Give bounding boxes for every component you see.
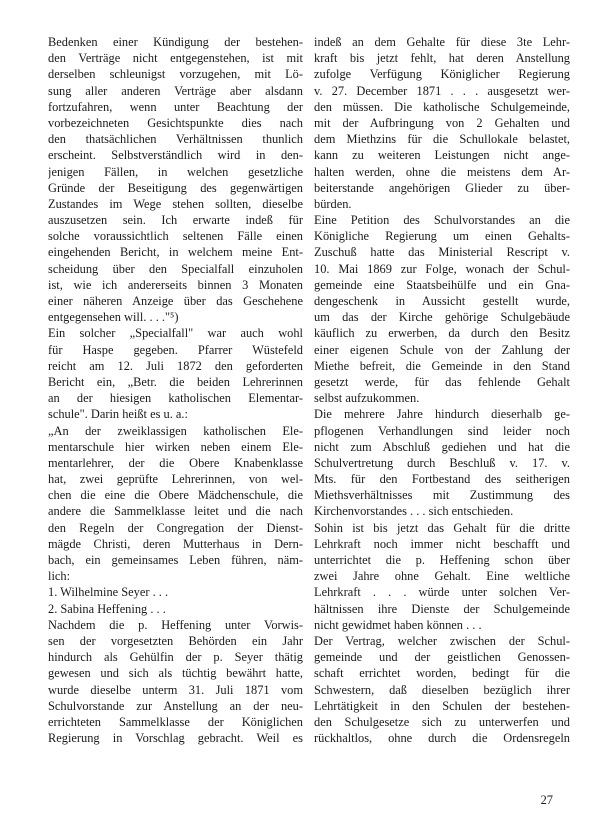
text-line: mentarschule hier wirken neben einem Ele- (48, 439, 303, 454)
text-line: errichteten Sammelklasse der Königlichen (48, 714, 303, 729)
text-line: Kirchenvorstandes . . . sich entschieden. (314, 504, 514, 519)
text-line: Schulvorstande zur Anstellung an der neu- (48, 698, 303, 713)
text-line: solche voraussichtlich seltenen Fälle einen (48, 229, 303, 244)
text-line: gewesen und sich als tüchtig bewährt hatte, (48, 666, 303, 681)
text-line: bach, ein gemeinsames Leben führen, näm- (48, 553, 303, 567)
text-line: beiterstande angehörigen Glieder zu über- (314, 180, 570, 195)
text-line: nicht zum Abschluß gediehen und hat die (314, 439, 570, 454)
text-line: kann zu weiteren Leistungen nicht ange- (314, 148, 570, 163)
text-line: dengeschenk in Aussicht gestellt wurde, (314, 294, 570, 308)
text-line: schule". Darin heißt es u. a.: (48, 407, 188, 422)
text-line: eingehenden Bericht, in welchem meine Ent- (48, 245, 303, 260)
text-line: wurde dieselbe unterm 31. Juli 1871 vom (48, 682, 303, 697)
text-line: Der Vertrag, welcher zwischen der Schul- (314, 633, 570, 648)
text-line: Regierung in Vorschlag gebracht. Weil es (48, 731, 303, 746)
text-line: fortzufahren, wenn unter Beachtung der (48, 99, 303, 114)
text-line: Lehrtätigkeit in den Schulen der bestehen- (314, 698, 570, 713)
text-line: Königliche Regierung um einen Gehalts- (314, 229, 570, 244)
text-line: mentarlehrer, der die Obere Knabenklasse (48, 455, 303, 470)
text-line: einer eigenen Schule von der Zahlung der (314, 342, 570, 357)
text-line: halten werden, ohne die meistens dem Ar- (314, 164, 570, 179)
text-line: sen der vorgesetzten Behörden ein Jahr (48, 633, 303, 648)
text-column-right (314, 34, 570, 746)
text-line: erscheint. Selbstverständlich wird in den- (48, 148, 303, 163)
text-line: gemeinde und der geistlichen Genossen- (314, 650, 570, 665)
text-line: selbst aufzukommen. (314, 391, 420, 406)
text-line: hindurch als Gehülfin der p. Seyer thätig (48, 650, 303, 665)
text-line: kraft bis jetzt fehlt, hat deren Anstellung (314, 51, 570, 66)
text-line: mit der Aufbringung von 2 Gehalten und (314, 115, 570, 130)
text-line: den thatsächlichen Verhältnissen thunlich (48, 132, 303, 147)
text-line: Schulvertretung durch Beschluß v. 17. v. (314, 455, 570, 470)
text-line: für Haspe gegeben. Pfarrer Wüstefeld (48, 342, 303, 357)
text-line: ist, wie ich andererseits binnen 3 Monaten (48, 277, 303, 292)
text-line: Zustandes im Wege stehen sollten, dieselbe (48, 196, 303, 211)
text-line: hältnissen ihre Dienste der Schulgemeinde (314, 601, 570, 616)
text-line: den müssen. Die katholische Schulgemeinde, (314, 99, 570, 114)
text-line: nicht gewidmet haben können . . . (314, 617, 482, 632)
text-line: Sohin ist bis jetzt das Gehalt für die dritte (314, 520, 570, 535)
text-line: den Verträge nicht entgegenstehen, ist mit (48, 51, 303, 66)
text-line: Lehrkraft noch immer nicht beschafft und (314, 536, 570, 551)
text-line: einer näheren Anzeige über das Geschehene (48, 294, 303, 308)
text-line: scheidung über den Specialfall einzuholen (48, 261, 303, 276)
text-line: lich: (48, 569, 71, 584)
text-column-left (48, 34, 303, 746)
text-line: sung aller anderen Verträge aber alsdann (48, 83, 303, 98)
text-line: Mts. für den Fortbestand des seitherigen (314, 472, 570, 487)
text-line: auszusetzen sein. Ich erwarte indeß für (48, 213, 303, 228)
text-line: Ein solcher „Specialfall" war auch wohl (48, 326, 303, 341)
text-line: Lehrkraft . . . würde unter solchen Ver- (314, 585, 570, 600)
text-line: indeß an dem Gehalte für diese 3te Lehr- (314, 35, 570, 49)
text-line: 10. Mai 1869 zur Folge, wonach der Schul- (314, 261, 570, 276)
text-line: dem Miethzins für die Schullokale belastet, (314, 132, 570, 147)
text-line: Bericht ein, „Betr. die beiden Lehrerinnen (48, 374, 303, 389)
text-line: rückhaltlos, ohne durch die Ordensregeln (314, 731, 570, 746)
text-line: unterrichtet die p. Heffening schon über (314, 553, 570, 567)
text-line: den Regeln der Congregation der Dienst- (48, 520, 303, 535)
text-line: um das der Kirche gehörige Schulgebäude (314, 310, 570, 325)
text-line: Miethe befreit, die Gemeinde in den Stand (314, 358, 570, 373)
text-line: derselben schleunigst vorzugehen, mit Lö- (48, 67, 303, 82)
text-line: vorbezeichneten Gesichtspunkte dies nach (48, 115, 303, 130)
text-line: entgegensehen will. . . ."⁵) (48, 310, 179, 325)
text-line: schaft errichtet worden, bedingt für die (314, 666, 570, 681)
text-line: Miethsverhältnisses mit Zustimmung des (314, 488, 570, 503)
text-line: Bedenken einer Kündigung der bestehen- (48, 35, 303, 49)
page-number: 27 (540, 793, 553, 807)
text-line: jenigen Fällen, in welchen gesetzliche (48, 164, 303, 179)
text-line: pflogenen Verhandlungen sind leider noch (314, 423, 570, 438)
text-line: bürden. (314, 196, 352, 211)
text-line: zufolge Verfügung Königlicher Regierung (314, 67, 570, 82)
text-line: gesetzt werde, für das fehlende Gehalt (314, 374, 570, 389)
text-line: andere die Sammelklasse leitet und die nach (48, 504, 303, 519)
text-line: v. 27. December 1871 . . . ausgesetzt wer- (314, 83, 570, 98)
text-line: chen die eine die Obere Mädchenschule, die (48, 488, 303, 503)
text-line: an der hiesigen katholischen Elementar- (48, 391, 303, 406)
text-line: Eine Petition des Schulvorstandes an die (314, 213, 570, 228)
text-line: mägde Christi, deren Mutterhaus in Dern- (48, 536, 303, 551)
text-line: Die mehrere Jahre hindurch dieserhalb ge- (314, 407, 570, 422)
text-line: den Schulgesetze sich zu unterwerfen und (314, 714, 570, 729)
text-line: Zuschuß hatte das Ministerial Rescript v. (314, 245, 570, 260)
text-line: hat, zwei geprüfte Lehrerinnen, von wel- (48, 472, 303, 487)
text-line: gemeinde eine Staatsbeihülfe und ein Gna- (314, 277, 570, 292)
text-line: reicht am 12. Juli 1872 den geforderten (48, 358, 303, 373)
text-line: Nachdem die p. Heffening unter Vorwis- (48, 617, 303, 632)
text-line: Gründe der Beseitigung des gegenwärtigen (48, 180, 303, 195)
text-line: 1. Wilhelmine Seyer . . . (48, 585, 169, 600)
text-line: käuflich zu erwerben, da durch den Besitz (314, 326, 570, 341)
text-line: Schwestern, daß dieselben bezüglich ihrer (314, 682, 570, 697)
text-line: zwei Jahre ohne Gehalt. Eine weltliche (314, 569, 570, 584)
text-line: 2. Sabina Heffening . . . (48, 601, 166, 616)
text-line: „An der zweiklassigen katholischen Ele- (48, 423, 303, 438)
